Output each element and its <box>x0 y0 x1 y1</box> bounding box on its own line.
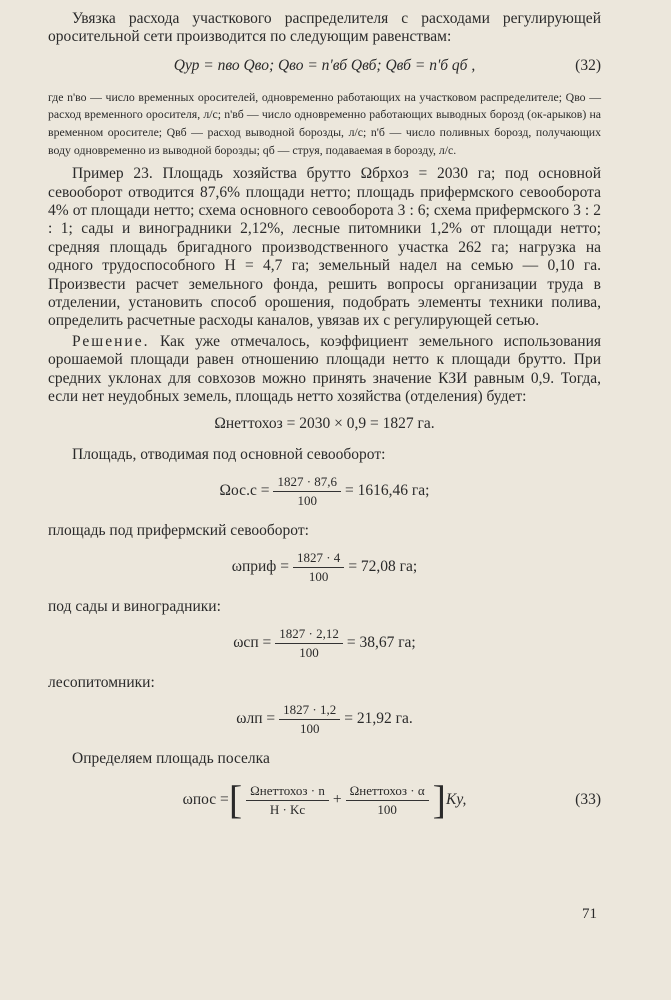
example-title: Пример 23. <box>72 165 153 183</box>
formula-prifermsky-fraction <box>293 550 344 585</box>
label-prifermsky: площадь под прифермский севооборот: <box>48 522 309 540</box>
example-paragraph <box>48 165 601 331</box>
formula-prifermsky-numerator: 1827 · 4 <box>293 550 344 568</box>
label-osnovnoy: Площадь, отводимая под основной севооборот: <box>72 446 386 464</box>
formula-sady-lhs: ωсп = <box>233 634 272 652</box>
solution-paragraph <box>48 333 601 407</box>
formula-prifermsky-lhs: ωприф = <box>231 558 289 576</box>
formula-sady <box>48 622 601 664</box>
equation-33-term2 <box>346 783 429 818</box>
formula-lesopitomniki-result: = 21,92 га. <box>344 710 413 728</box>
equation-33-number: (33) <box>575 791 601 809</box>
label-lesopitomniki: лесопитомники: <box>48 674 155 692</box>
formula-lesopitomniki-fraction <box>279 702 340 737</box>
equation-33-term1-denominator: H · Kс <box>269 801 306 817</box>
equation-33-rhs: Kу, <box>446 791 467 809</box>
formula-osnovnoy <box>48 470 601 512</box>
formula-sady-fraction <box>275 626 343 661</box>
equation-33-term2-numerator: Ωнеттохоз · α <box>346 783 429 801</box>
formula-sady-numerator: 1827 · 2,12 <box>275 626 343 644</box>
equation-33-term1-numerator: Ωнеттохоз · n <box>246 783 329 801</box>
equation-32 <box>48 47 601 85</box>
solution-text: Как уже отмечалось, коэффициент земельного использования орошаемой площади равен отношению площади нетто к площади брутто. При средних уклонах для совхозов можно принять значение КЗИ равным 0,9. Тогда, если нет неудобных земель, площадь нетто хозяйства (отделения) будет: <box>48 332 601 406</box>
definitions-paragraph: где n'во — число временных оросителей, одновременно работающих на участковом распределителе; Qво — расход временного оросителя, л/с; n'вб — число одновременно работающих выводных борозд (ок-арыков) на временном оросителе; Qвб — расход выводной борозды, л/с; n'б — число поливных борозд, получающих воду одновременно из выводной борозды; qб — струя, подаваемая в борозду, л/с. <box>48 89 601 157</box>
formula-osnovnoy-result: = 1616,46 га; <box>345 482 430 500</box>
formula-lesopitomniki-numerator: 1827 · 1,2 <box>279 702 340 720</box>
equation-33-term2-denominator: 100 <box>377 801 397 817</box>
example-text: Площадь хозяйства брутто Ωбрхоз = 2030 га; под основной севооборот отводится 87,6% площади нетто; площадь прифермского севооборота 4% от площади нетто; схема основного севооборота 3 : 6; схема прифермского 3 : 2 : 1; сады и виноградники 2,12%, лесные питомники 1,2% от площади нетто; средняя площадь бригадного производственного участка 262 га; нагрузка на одного трудоспособного H = 4,7 га; земельный надел на семью — 0,10 га. Произвести расчет земельного фонда, решить вопросы организации труда в отделении, установить способ орошения, подобрать элементы техники полива, определить расчетные расходы каналов, увязав их с регулирующей сетью. <box>48 165 601 330</box>
formula-lesopitomniki-denominator: 100 <box>299 720 320 736</box>
intro-paragraph: Увязка расхода участкового распределителя с расходами регулирующей оросительной сети производится по следующим равенствам: <box>48 10 601 46</box>
equation-33-left-bracket: [ <box>228 777 243 823</box>
equation-33-lhs: ωпос = <box>182 791 229 809</box>
equation-33-term1 <box>246 783 329 818</box>
formula-netto-text: Ωнеттохоз = 2030 × 0,9 = 1827 га. <box>214 415 435 433</box>
formula-netto <box>48 406 601 442</box>
label-poselok: Определяем площадь поселка <box>72 750 270 768</box>
formula-prifermsky <box>48 546 601 588</box>
equation-33-plus: + <box>332 791 342 809</box>
solution-label: Решение. <box>72 332 150 350</box>
formula-sady-result: = 38,67 га; <box>346 634 416 652</box>
equation-33 <box>48 774 601 826</box>
formula-prifermsky-result: = 72,08 га; <box>348 558 418 576</box>
equation-32-number: (32) <box>575 56 601 74</box>
label-sady: под сады и виноградники: <box>48 598 221 616</box>
page-number: 71 <box>582 906 597 922</box>
equation-32-formula: Qур = nво Qво; Qво = n'вб Qвб; Qвб = n'б qб , <box>173 56 476 74</box>
formula-lesopitomniki-lhs: ωлп = <box>236 710 276 728</box>
formula-osnovnoy-denominator: 100 <box>297 492 317 508</box>
formula-osnovnoy-fraction <box>273 474 341 509</box>
formula-sady-denominator: 100 <box>299 644 319 660</box>
formula-lesopitomniki <box>48 698 601 740</box>
formula-osnovnoy-lhs: Ωос.с = <box>219 482 270 500</box>
formula-osnovnoy-numerator: 1827 · 87,6 <box>273 474 341 492</box>
formula-prifermsky-denominator: 100 <box>308 568 329 584</box>
equation-33-right-bracket: ] <box>432 777 446 823</box>
